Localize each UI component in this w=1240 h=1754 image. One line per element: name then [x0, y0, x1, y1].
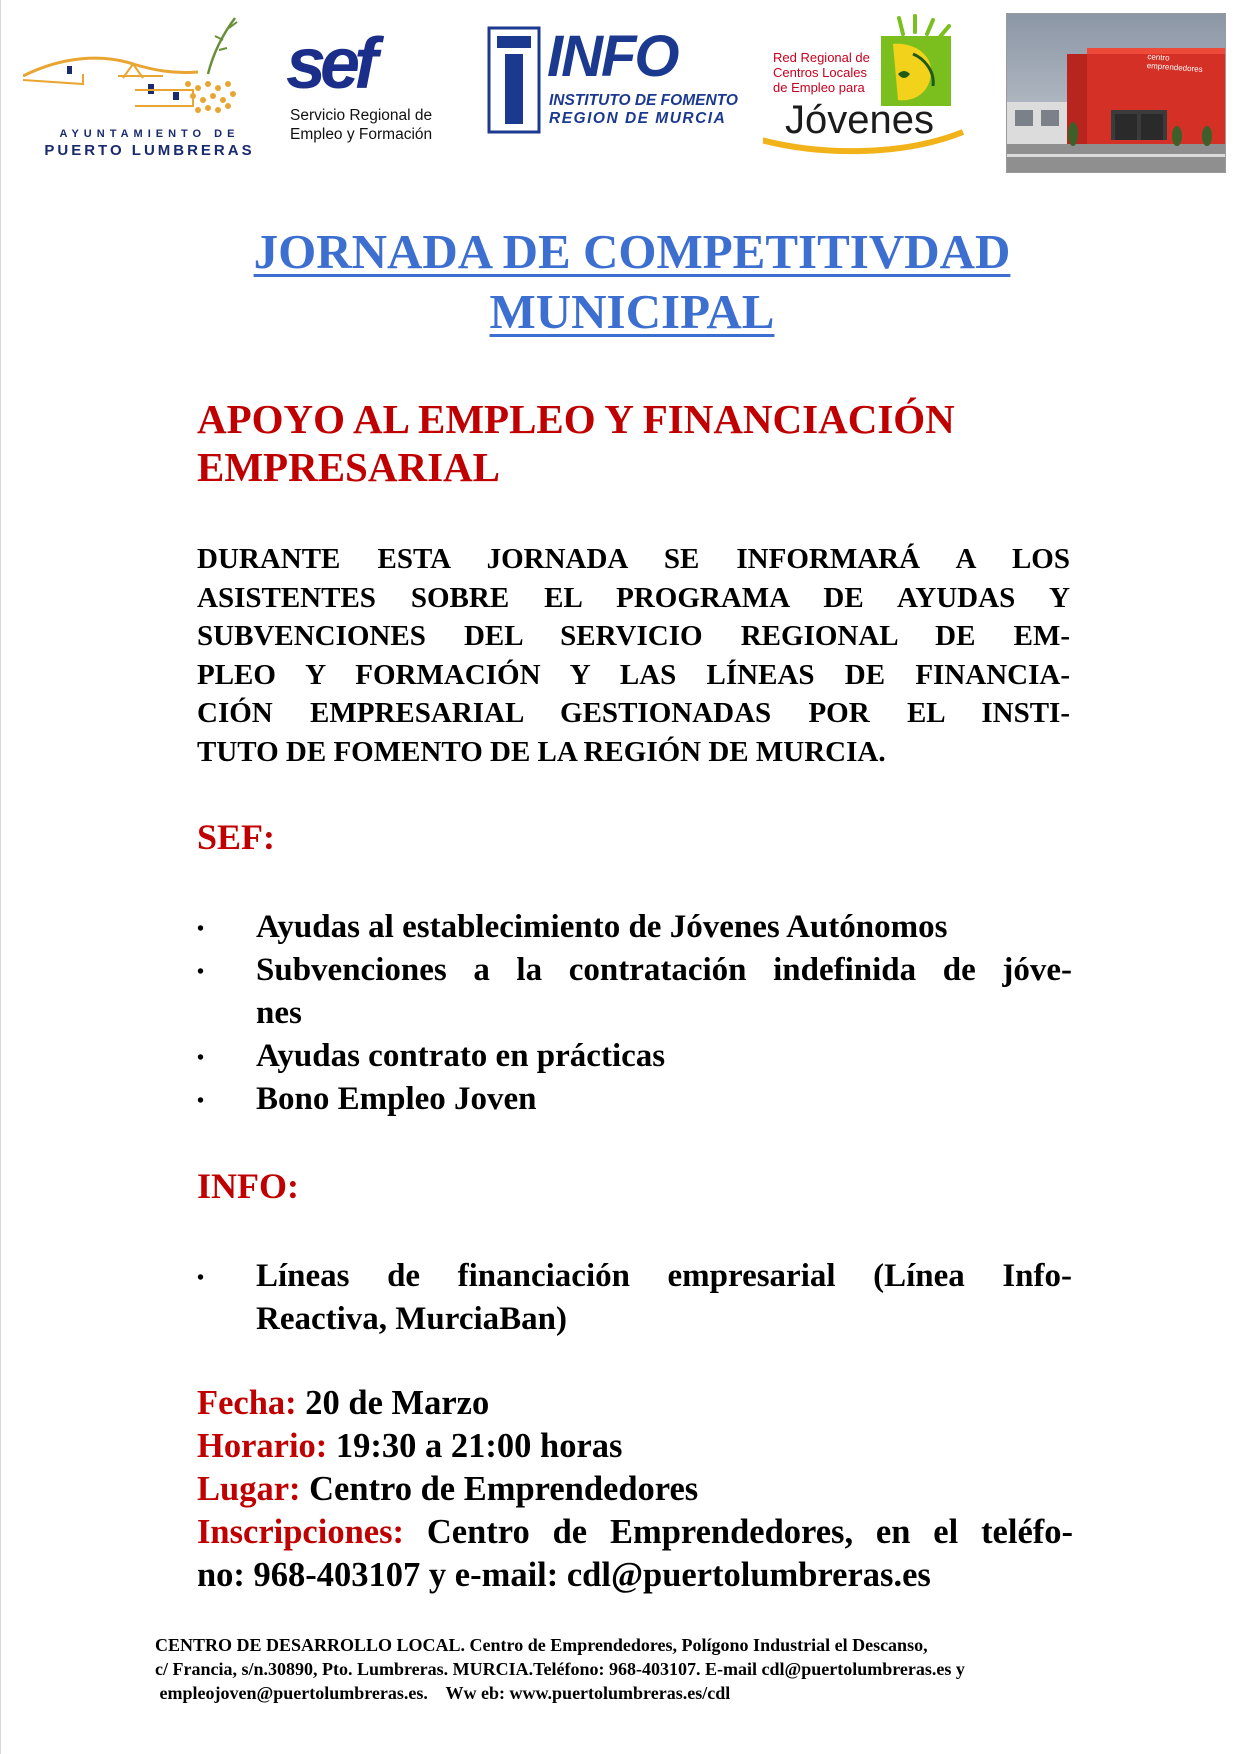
bullet-icon: • [197, 1090, 205, 1112]
event-date-label: Fecha: [197, 1384, 297, 1422]
centro-emprendedores-photo [1006, 13, 1226, 173]
jovenes-caption-line3: de Empleo para [773, 80, 865, 95]
sef-caption-line2: Empleo y Formación [290, 126, 433, 143]
subtitle-line1: APOYO AL EMPLEO Y FINANCIACIÓN [197, 396, 955, 442]
event-registration-value: Centro de Emprendedores, en el teléfo- [426, 1513, 1073, 1551]
sef-bullet-list [197, 906, 1072, 1121]
jovenes-logo [763, 14, 978, 164]
footer-line: c/ Francia, s/n.30890, Pto. Lumbreras. MURCIA.Teléfono: 968-403107. E-mail cdl@puertolumbreras.es y [155, 1659, 965, 1679]
list-item-text: Bono Empleo Joven [256, 1081, 537, 1117]
photo-sign-line1: centro [1147, 52, 1170, 63]
event-schedule-label: Horario: [197, 1427, 328, 1465]
jovenes-caption-line2: Centros Locales [773, 65, 867, 80]
sef-section-heading: SEF: [197, 817, 276, 857]
jovenes-wordmark: Jóvenes [785, 98, 934, 142]
info-bullet-list [197, 1255, 1072, 1341]
event-date-value: 20 de Marzo [305, 1384, 490, 1422]
event-schedule-value: 19:30 a 21:00 horas [335, 1427, 623, 1465]
building-photo-image [1007, 14, 1225, 172]
list-item-text-continued: Reactiva, MurciaBan) [256, 1301, 568, 1337]
sef-caption-line1: Servicio Regional de [290, 107, 433, 124]
ayuntamiento-caption-line2: PUERTO LUMBRERAS [44, 142, 255, 159]
bullet-icon: • [197, 961, 205, 983]
main-title-line2: MUNICIPAL [489, 284, 775, 339]
ayuntamiento-emblem-icon [23, 14, 268, 126]
list-item [197, 906, 1072, 949]
photo-sign-text [1146, 52, 1203, 74]
event-registration [197, 1511, 1073, 1554]
photo-sign-line2: emprendedores [1146, 61, 1203, 74]
bullet-icon: • [197, 1267, 205, 1289]
info-logo [487, 26, 737, 136]
subtitle [197, 395, 1072, 491]
list-item-text: Líneas de financiación empresarial (Línea Info- [256, 1258, 1072, 1294]
event-location-value: Centro de Emprendedores [309, 1470, 699, 1508]
intro-line: TUTO DE FOMENTO DE LA REGIÓN DE MURCIA. [197, 735, 886, 768]
intro-line: PLEO Y FORMACIÓN Y LAS LÍNEAS DE FINANCIA- [197, 658, 1070, 691]
event-details [197, 1382, 1073, 1597]
list-item-text: Ayudas contrato en prácticas [256, 1038, 666, 1074]
main-title [1, 222, 1240, 342]
list-item [197, 1078, 1072, 1121]
jovenes-caption-line1: Red Regional de [773, 50, 870, 65]
event-schedule [197, 1425, 1073, 1468]
info-wordmark: INFO [547, 24, 678, 89]
subtitle-line2: EMPRESARIAL [197, 444, 500, 490]
sef-caption [290, 106, 480, 144]
sef-wordmark-icon [286, 32, 461, 102]
intro-line: SUBVENCIONES DEL SERVICIO REGIONAL DE EM- [197, 620, 1070, 652]
event-registration-continued [197, 1554, 1073, 1597]
info-caption-line1: INSTITUTO DE FOMENTO [549, 92, 738, 109]
event-location-label: Lugar: [197, 1470, 301, 1508]
bullet-icon: • [197, 918, 205, 940]
footer-line: CENTRO DE DESARROLLO LOCAL. Centro de Emprendedores, Polígono Industrial el Descanso, [155, 1635, 928, 1655]
list-item-text-continued: nes [256, 995, 302, 1031]
main-title-line1: JORNADA DE COMPETITIVDAD [253, 224, 1011, 279]
logo-strip [1, 0, 1240, 190]
event-date [197, 1382, 1073, 1425]
list-item [197, 1035, 1072, 1078]
list-item-text: Ayudas al establecimiento de Jóvenes Autónomos [256, 909, 948, 945]
footer-line: empleojoven@puertolumbreras.es. Ww eb: www.puertolumbreras.es/cdl [155, 1683, 731, 1703]
ayuntamiento-logo [23, 14, 268, 164]
list-item [197, 1255, 1072, 1341]
ayuntamiento-caption-line1: AYUNTAMIENTO DE [59, 128, 240, 140]
list-item-text: Subvenciones a la contratación indefinida de jóve- [256, 952, 1072, 988]
intro-line: ASISTENTES SOBRE EL PROGRAMA DE AYUDAS Y [197, 581, 1070, 614]
intro-paragraph [197, 540, 1070, 771]
jovenes-caption [773, 50, 893, 95]
svg-text:sef: sef [286, 32, 373, 102]
intro-line: CIÓN EMPRESARIAL GESTIONADAS POR EL INSTI- [197, 697, 1070, 729]
list-item [197, 949, 1072, 1035]
event-location [197, 1468, 1073, 1511]
event-registration-contact: no: 968-403107 y e-mail: cdl@puertolumbreras.es [197, 1556, 931, 1594]
intro-line: DURANTE ESTA JORNADA SE INFORMARÁ A LOS [197, 543, 1070, 575]
info-section-heading: INFO: [197, 1166, 299, 1206]
bullet-icon: • [197, 1047, 205, 1069]
info-i-mark-icon [487, 26, 547, 136]
footer-contact [155, 1633, 1115, 1705]
event-registration-label: Inscripciones: [197, 1513, 404, 1551]
info-caption-line2: REGION DE MURCIA [549, 110, 727, 127]
sef-logo [286, 32, 461, 152]
